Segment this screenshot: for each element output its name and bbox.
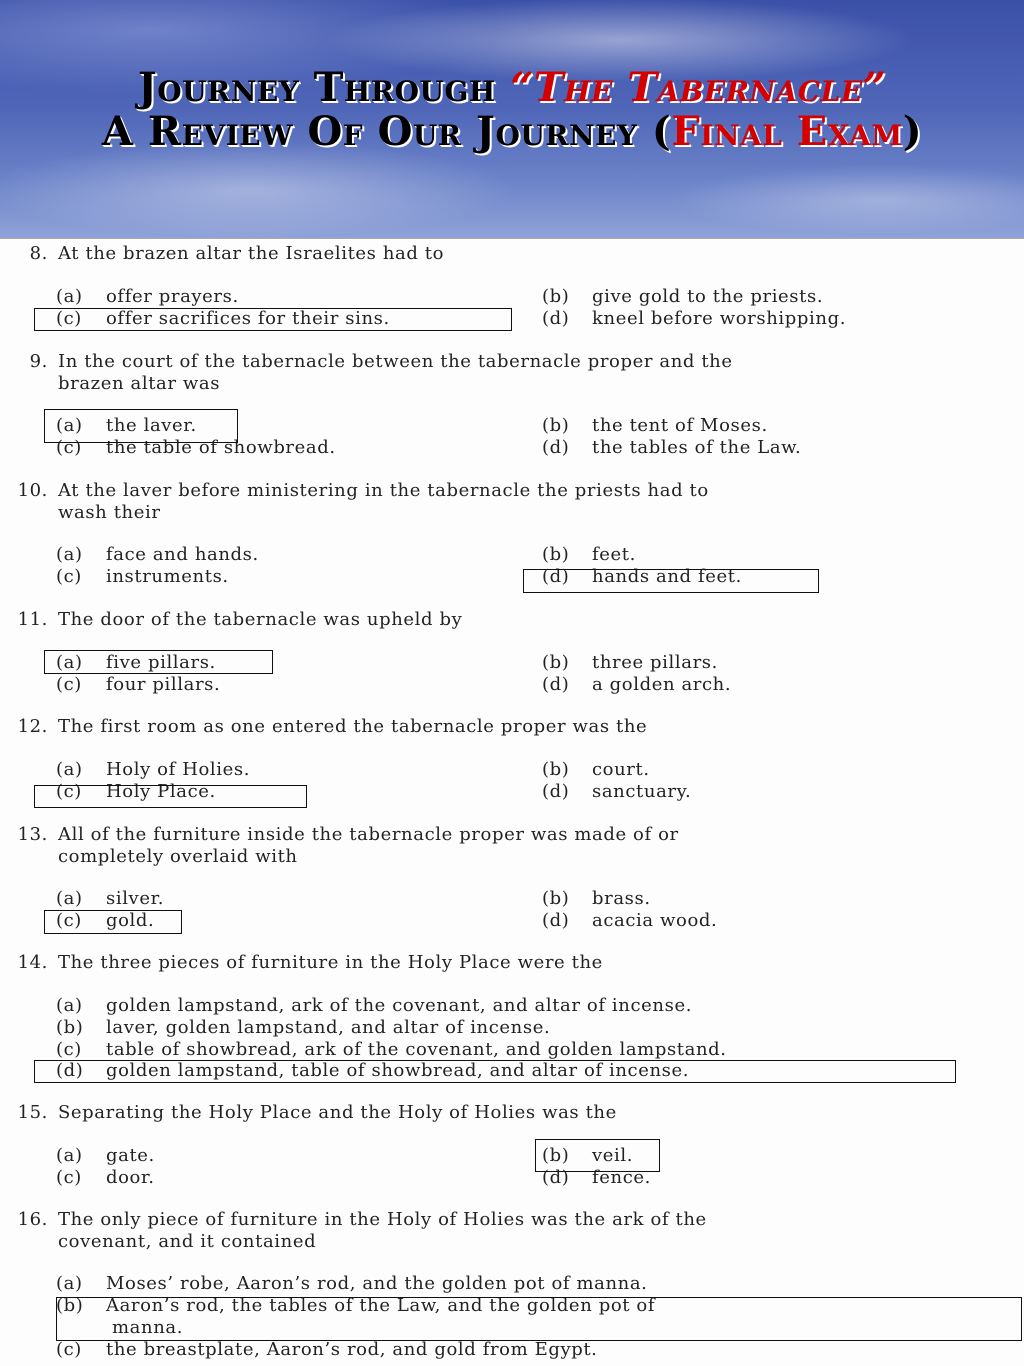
question-number: 16. — [17, 1209, 48, 1230]
option-a: (a) offer prayers. — [56, 286, 239, 307]
answer-box — [34, 785, 307, 808]
question-number: 12. — [17, 716, 48, 737]
question-text: The three pieces of furniture in the Holy Place were the — [58, 952, 603, 973]
question-text-line-2: wash their — [58, 502, 161, 523]
question-number: 13. — [17, 824, 48, 845]
question-text-line-1: In the court of the tabernacle between the tabernacle proper and the — [58, 351, 733, 372]
question-text-line-1: The only piece of furniture in the Holy of Holies was the ark of the — [58, 1209, 707, 1230]
option-c: (c) table of showbread, ark of the covenant, and golden lampstand. — [56, 1039, 727, 1060]
slide-header — [0, 0, 1024, 238]
answer-box — [34, 308, 512, 331]
slide-title — [0, 64, 1024, 112]
question-text-line-2: covenant, and it contained — [58, 1231, 317, 1252]
question-text: Separating the Holy Place and the Holy of Holies was the — [58, 1102, 617, 1123]
option-d: (d) fence. — [542, 1167, 651, 1188]
question-text-line-2: completely overlaid with — [58, 846, 298, 867]
answer-box — [523, 569, 819, 593]
option-b: (b) the tent of Moses. — [542, 415, 768, 436]
option-b: (b) veil. — [542, 1145, 634, 1166]
answer-box — [44, 910, 182, 934]
option-b: (b) brass. — [542, 888, 651, 909]
option-d: (d) kneel before worshipping. — [542, 308, 847, 329]
option-c: (c) door. — [56, 1167, 155, 1188]
option-d: (d) golden lampstand, table of showbread, and altar of incense. — [56, 1060, 690, 1081]
question-number: 9. — [29, 351, 48, 372]
answer-box — [44, 409, 238, 443]
subtitle-part-final-exam: Final Exam — [671, 108, 903, 155]
answer-box — [44, 650, 273, 674]
question-text-line-1: All of the furniture inside the tabernacle proper was made of or — [58, 824, 679, 845]
title-part-journey-through: Journey Through — [137, 64, 511, 111]
question-number: 11. — [17, 609, 48, 630]
option-c: (c) gold. — [56, 910, 155, 931]
subtitle-part-review: A Review Of Our Journey ( — [101, 108, 672, 155]
option-b: (b) three pillars. — [542, 652, 718, 673]
question-number: 14. — [17, 952, 48, 973]
question-text-line-1: At the laver before ministering in the tabernacle the priests had to — [58, 480, 709, 501]
option-b-continued: manna. — [112, 1317, 184, 1338]
option-c: (c) instruments. — [56, 566, 229, 587]
option-d: (d) sanctuary. — [542, 781, 692, 802]
subtitle-close-paren: ) — [902, 108, 923, 155]
option-c: (c) the table of showbread. — [56, 437, 336, 458]
option-a: (a) the laver. — [56, 415, 197, 436]
option-a: (a) five pillars. — [56, 652, 216, 673]
option-c: (c) the breastplate, Aaron’s rod, and gold from Egypt. — [56, 1339, 598, 1360]
option-c: (c) Holy Place. — [56, 781, 216, 802]
option-a: (a) gate. — [56, 1145, 155, 1166]
option-b: (b) feet. — [542, 544, 636, 565]
option-a: (a) face and hands. — [56, 544, 259, 565]
exam-scan — [0, 238, 1024, 1366]
question-number: 15. — [17, 1102, 48, 1123]
option-d: (d) acacia wood. — [542, 910, 718, 931]
option-b: (b) give gold to the priests. — [542, 286, 824, 307]
question-text: The door of the tabernacle was upheld by — [58, 609, 463, 630]
option-b: (b) court. — [542, 759, 650, 780]
answer-box — [34, 1060, 956, 1083]
option-c: (c) offer sacrifices for their sins. — [56, 308, 390, 329]
question-number: 8. — [29, 243, 48, 264]
question-text: At the brazen altar the Israelites had to — [58, 243, 445, 264]
answer-box — [56, 1297, 1022, 1341]
option-a: (a) Moses’ robe, Aaron’s rod, and the golden pot of manna. — [56, 1273, 648, 1294]
option-d: (d) hands and feet. — [542, 566, 742, 587]
question-text-line-2: brazen altar was — [58, 373, 221, 394]
slide-subtitle — [0, 108, 1024, 156]
option-a: (a) silver. — [56, 888, 165, 909]
option-a: (a) Holy of Holies. — [56, 759, 251, 780]
option-d: (d) a golden arch. — [542, 674, 732, 695]
option-c: (c) four pillars. — [56, 674, 221, 695]
question-number: 10. — [17, 480, 48, 501]
option-d: (d) the tables of the Law. — [542, 437, 802, 458]
question-text: The first room as one entered the tabernacle proper was the — [58, 716, 648, 737]
answer-box — [535, 1139, 660, 1172]
title-part-the-tabernacle: “The Tabernacle” — [510, 64, 887, 111]
option-b: (b) laver, golden lampstand, and altar of incense. — [56, 1017, 551, 1038]
option-b: (b) Aaron’s rod, the tables of the Law, and the golden pot of — [56, 1295, 656, 1316]
option-a: (a) golden lampstand, ark of the covenant, and altar of incense. — [56, 995, 693, 1016]
